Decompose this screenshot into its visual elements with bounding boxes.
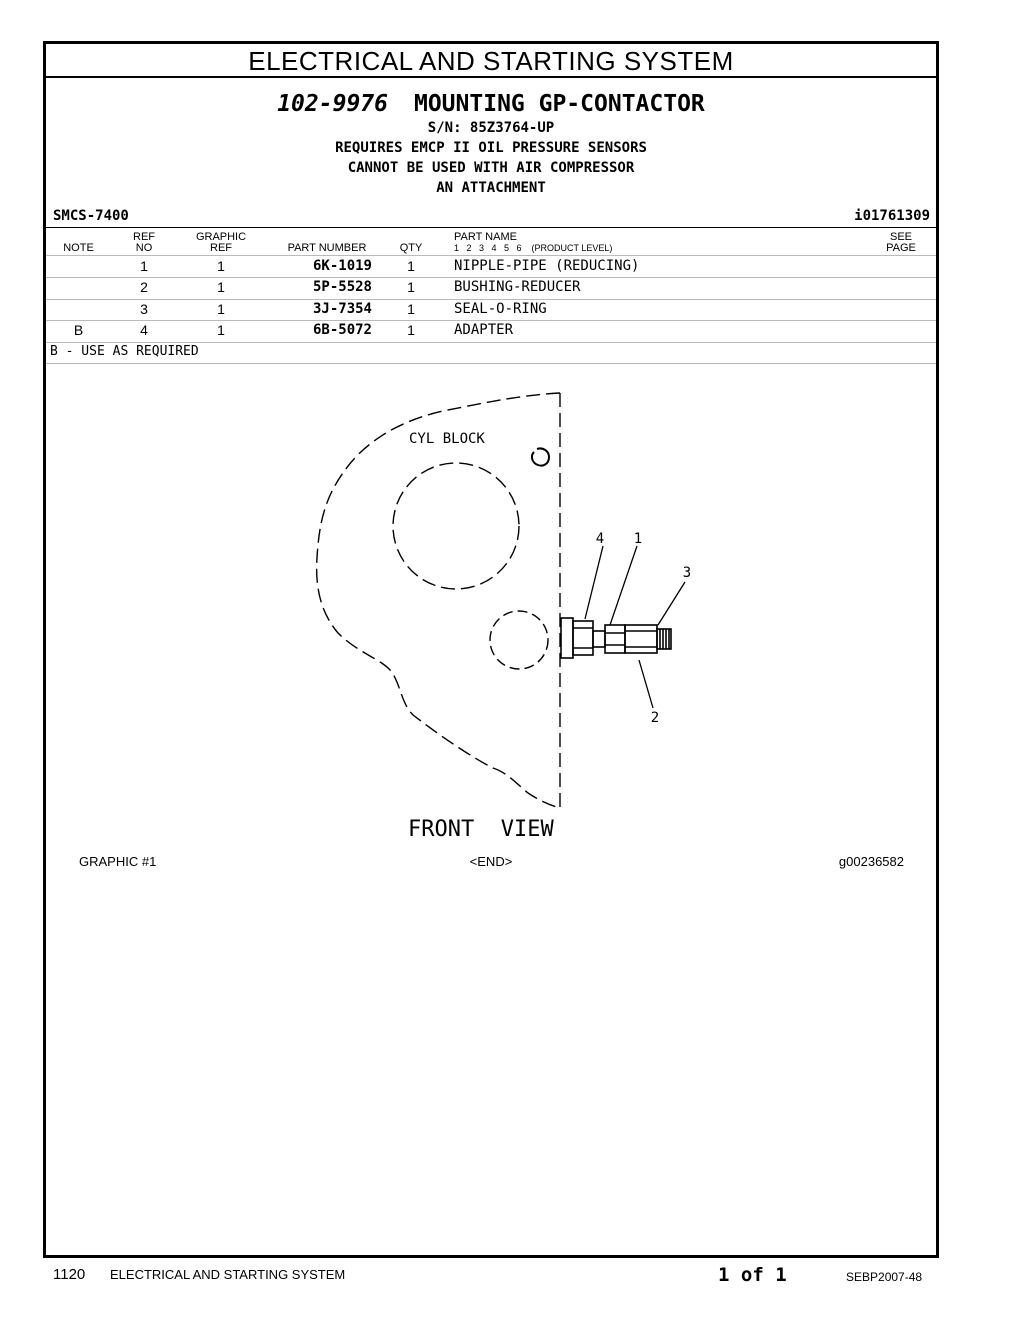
- row-part-name: BUSHING-REDUCER: [454, 279, 581, 295]
- group-description: MOUNTING GP-CONTACTOR: [413, 91, 705, 117]
- col-part-number: PART NUMBER: [287, 242, 367, 254]
- doc-id: SEBP2007-48: [846, 1270, 923, 1284]
- callout-2: 2: [650, 710, 660, 726]
- cylinder-block-outline: [317, 393, 560, 808]
- row-graphic: 1: [217, 279, 225, 295]
- section-title: ELECTRICAL AND STARTING SYSTEM: [46, 44, 936, 78]
- row-part-number[interactable]: 6K-1019: [312, 258, 372, 274]
- front-view-drawing: [46, 44, 936, 844]
- front-view-label: FRONT VIEW: [408, 817, 554, 842]
- bolt-hole-icon: [532, 448, 549, 465]
- row-ref: 4: [140, 322, 148, 338]
- bore-circle-large: [393, 463, 519, 589]
- col-graphic: GRAPHIC: [195, 231, 247, 243]
- page-frame: [43, 41, 939, 1258]
- serial-range: S/N: 85Z3764-UP: [427, 120, 555, 136]
- row-part-name: NIPPLE-PIPE (REDUCING): [454, 258, 640, 274]
- illustration-id: i01761309: [854, 208, 930, 224]
- nipple-part: [593, 631, 605, 647]
- callout-3: 3: [682, 565, 692, 581]
- row-qty: 1: [407, 279, 415, 295]
- seal-part: [625, 625, 657, 653]
- callout-4: 4: [595, 531, 605, 547]
- col-ref: REF: [133, 231, 155, 243]
- graphic-id: g00236582: [838, 854, 904, 869]
- callout-leaders: [585, 546, 685, 708]
- group-part-number: 102-9976: [277, 91, 388, 117]
- row-part-number[interactable]: 5P-5528: [312, 279, 372, 295]
- col-ref-2: NO: [135, 242, 153, 254]
- col-part-name: PART NAME: [454, 231, 517, 243]
- fitting-assembly: [561, 618, 671, 658]
- col-product-level: 1 2 3 4 5 6 (PRODUCT LEVEL): [454, 243, 613, 253]
- end-marker: <END>: [469, 854, 513, 869]
- row-ref: 3: [140, 301, 148, 317]
- group-note: REQUIRES EMCP II OIL PRESSURE SENSORS: [335, 140, 647, 156]
- col-see-2: PAGE: [886, 242, 916, 254]
- page-of: 1 of 1: [718, 1264, 787, 1286]
- row-graphic: 1: [217, 322, 225, 338]
- row-note: B: [73, 322, 84, 338]
- row-part-number[interactable]: 6B-5072: [312, 322, 372, 338]
- row-part-number[interactable]: 3J-7354: [312, 301, 372, 317]
- col-see: SEE: [889, 231, 912, 243]
- group-note: CANNOT BE USED WITH AIR COMPRESSOR: [347, 160, 635, 176]
- row-part-name: SEAL-O-RING: [454, 301, 547, 317]
- col-qty: QTY: [399, 242, 423, 254]
- row-qty: 1: [407, 258, 415, 274]
- row-part-name: ADAPTER: [454, 322, 514, 338]
- row-graphic: 1: [217, 258, 225, 274]
- col-note: NOTE: [63, 242, 94, 254]
- adapter-hex: [573, 621, 593, 655]
- cyl-block-label: CYL BLOCK: [409, 431, 485, 447]
- bore-circle-small: [490, 611, 548, 669]
- row-graphic: 1: [217, 301, 225, 317]
- row-ref: 2: [140, 279, 148, 295]
- bushing-part: [605, 625, 625, 653]
- row-qty: 1: [407, 301, 415, 317]
- footnote: B - USE AS REQUIRED: [50, 344, 199, 359]
- adapter-part: [561, 618, 573, 658]
- page-number: 1120: [53, 1266, 86, 1283]
- callout-1: 1: [633, 531, 643, 547]
- col-graphic-2: REF: [210, 242, 232, 254]
- group-note: AN ATTACHMENT: [436, 180, 546, 196]
- smcs-code: SMCS-7400: [53, 208, 129, 224]
- row-qty: 1: [407, 322, 415, 338]
- footer-section: ELECTRICAL AND STARTING SYSTEM: [110, 1267, 346, 1282]
- graphic-label: GRAPHIC #1: [79, 854, 157, 869]
- row-ref: 1: [140, 258, 148, 274]
